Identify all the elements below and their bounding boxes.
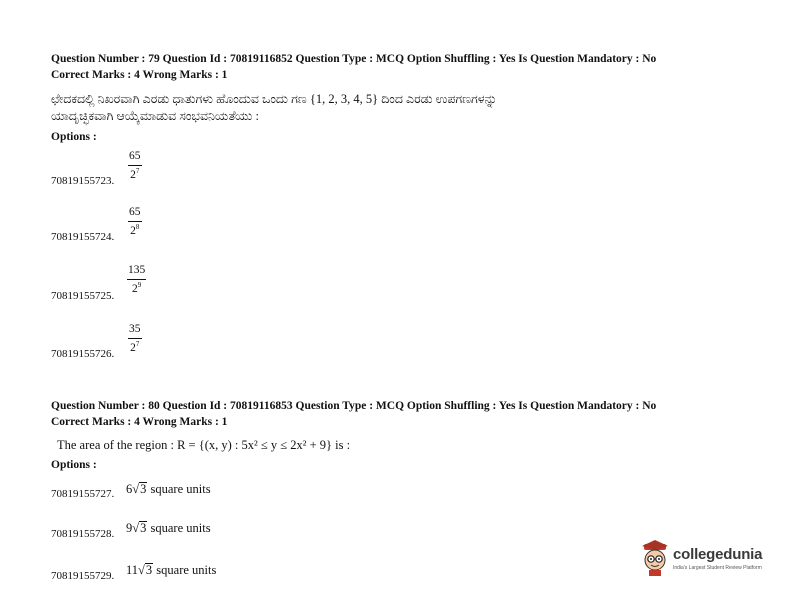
q80-option-value[interactable] [126, 563, 216, 578]
logo-tagline: India's Largest Student Review Platform [673, 565, 762, 571]
q80-header-line2: Correct Marks : 4 Wrong Marks : 1 [51, 416, 228, 428]
logo-brand-text: collegedunia [673, 546, 763, 563]
q79-option-id: 70819155726. [51, 348, 115, 360]
option-unit: square units [150, 521, 211, 535]
fraction-numerator: 35 [128, 324, 142, 339]
fraction-numerator: 65 [128, 207, 142, 222]
option-radicand: 3 [140, 482, 147, 496]
q80-options-label: Options : [51, 459, 97, 471]
q80-option-value[interactable] [126, 482, 211, 497]
student-mascot-icon [640, 540, 672, 576]
q80-text: The area of the region : R = {(x, y) : 5x² ≤ y ≤ 2x² + 9} is : [57, 438, 351, 452]
fraction-denominator-exponent: 8 [135, 222, 140, 231]
q80-option-id: 70819155728. [51, 528, 115, 540]
fraction-denominator-exponent: 9 [137, 280, 142, 289]
q79-option-fraction[interactable] [128, 151, 142, 181]
option-radicand: 3 [145, 563, 153, 577]
fraction-denominator-exponent: 7 [135, 339, 140, 348]
collegedunia-logo [640, 540, 770, 580]
option-coefficient: 9 [126, 521, 133, 535]
fraction-denominator-base: 2 [130, 224, 136, 237]
q79-option-id: 70819155725. [51, 290, 115, 302]
q80-option-id: 70819155729. [51, 570, 115, 582]
q79-option-fraction[interactable] [127, 265, 146, 295]
sqrt-icon: √ [132, 521, 140, 535]
q79-options-label: Options : [51, 131, 97, 143]
q80-header-line1: Question Number : 80 Question Id : 70819116853 Question Type : MCQ Option Shuffling : Yes Is Question Mandatory : No [51, 400, 657, 412]
option-coefficient: 11 [126, 563, 139, 577]
option-coefficient: 6 [126, 482, 133, 496]
fraction-numerator: 65 [128, 151, 142, 166]
sqrt-icon: √ [132, 482, 140, 496]
q79-option-fraction[interactable] [128, 324, 142, 354]
q80-option-id: 70819155727. [51, 488, 115, 500]
fraction-denominator-base: 2 [130, 341, 136, 354]
q79-text-line2: ಯಾದೃಚ್ಛಿಕವಾಗಿ ಆಯ್ಕೆಮಾಡುವ ಸಂಭವನಿಯತೆಯು : [51, 109, 259, 123]
fraction-denominator-base: 2 [132, 282, 138, 295]
fraction-denominator-exponent: 7 [135, 166, 140, 175]
q79-option-id: 70819155723. [51, 175, 115, 187]
q79-header-line1: Question Number : 79 Question Id : 70819116852 Question Type : MCQ Option Shuffling : Yes Is Question Mandatory : No [51, 53, 657, 65]
fraction-denominator-base: 2 [130, 168, 136, 181]
option-unit: square units [150, 482, 211, 496]
option-radicand: 3 [140, 521, 147, 535]
q79-header-line2: Correct Marks : 4 Wrong Marks : 1 [51, 69, 228, 81]
fraction-numerator: 135 [127, 265, 146, 280]
option-unit: square units [156, 563, 217, 577]
q79-option-fraction[interactable] [128, 207, 142, 237]
q80-option-value[interactable] [126, 521, 211, 536]
sqrt-icon: √ [138, 563, 145, 577]
q79-text-line1: ಛೇದಕದಲ್ಲಿ ನಿಖರವಾಗಿ ಎರಡು ಧಾತುಗಳು ಹೊಂದುವ ಒಂದು ಗಣ {1, 2, 3, 4, 5} ದಿಂದ ಎರಡು ಉಪಗಣಗಳನ್ನು [51, 92, 498, 106]
q79-option-id: 70819155724. [51, 231, 115, 243]
